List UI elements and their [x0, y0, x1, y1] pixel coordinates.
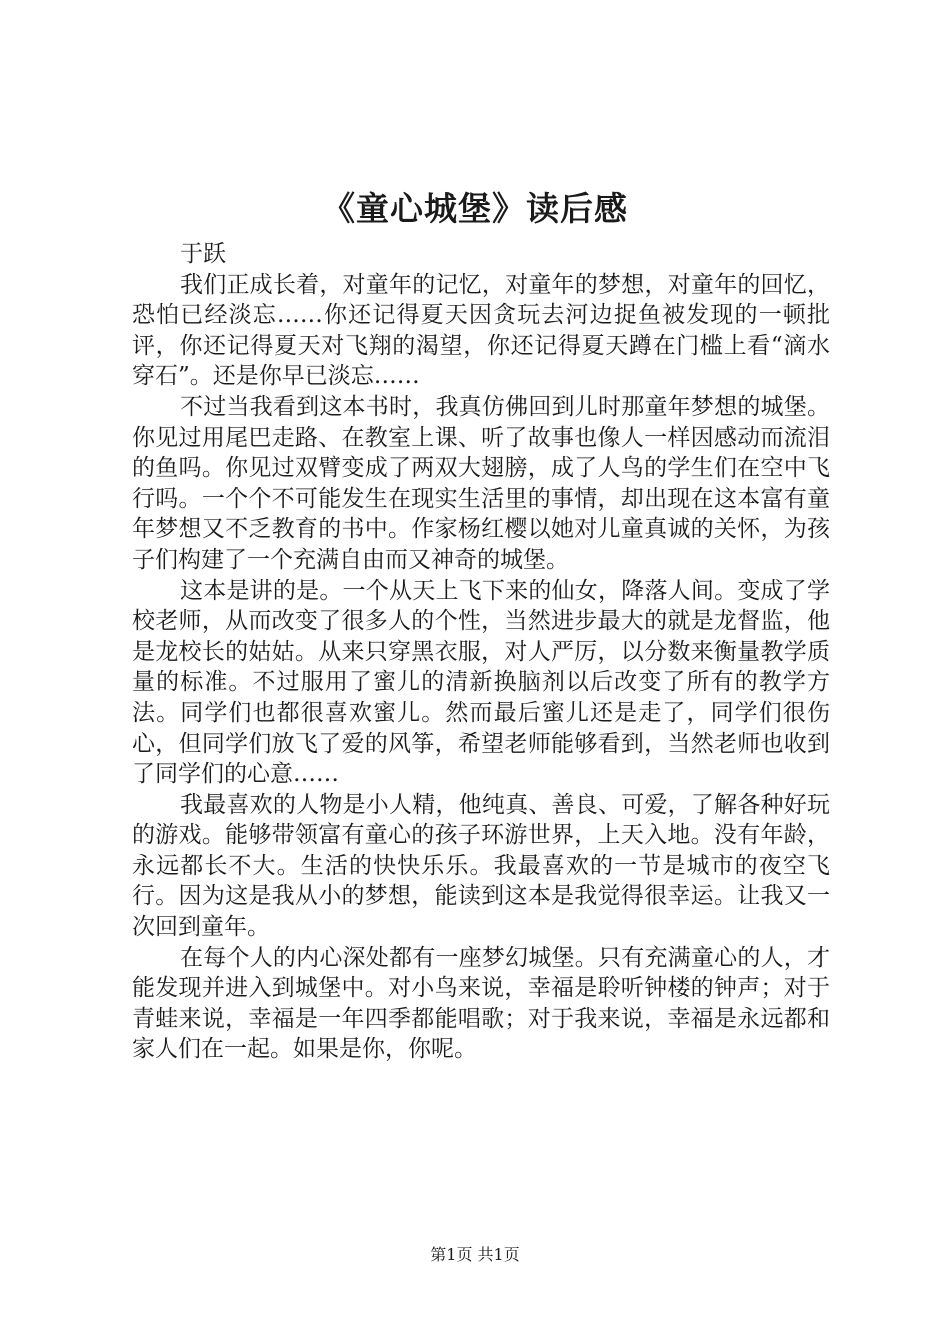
paragraph-2: 不过当我看到这本书时，我真仿佛回到儿时那童年梦想的城堡。你见过用尾巴走路、在教室上课、听了故事也像人一样因感动而流泪的鱼吗。你见过双臂变成了两双大翅膀，成了人鸟的学生们在空中飞行吗。一个个不可能发生在现实生活里的事情，却出现在这本富有童年梦想又不乏教育的书中。作家杨红樱以她对儿童真诚的关怀，为孩子们构建了一个充满自由而又神奇的城堡。: [132, 393, 830, 573]
paragraph-4: 我最喜欢的人物是小人精，他纯真、善良、可爱，了解各种好玩的游戏。能够带领富有童心的孩子环游世界，上天入地。没有年龄，永远都长不大。生活的快快乐乐。我最喜欢的一节是城市的夜空飞行。因为这是我从小的梦想，能读到这本是我觉得很幸运。让我又一次回到童年。: [132, 791, 830, 941]
paragraph-5: 在每个人的内心深处都有一座梦幻城堡。只有充满童心的人，才能发现并进入到城堡中。对小鸟来说，幸福是聆听钟楼的钟声；对于青蛙来说，幸福是一年四季都能唱歌；对于我来说，幸福是永远都和家人们在一起。如果是你，你呢。: [132, 944, 830, 1063]
document-title: 《童心城堡》读后感: [322, 189, 628, 228]
document-body: [132, 239, 830, 1065]
paragraph-1: 我们正成长着，对童年的记忆，对童年的梦想，对童年的回忆，恐怕已经淡忘……你还记得夏天因贪玩去河边捉鱼被发现的一顿批评，你还记得夏天对飞翔的渴望，你还记得夏天蹲在门槛上看“滴水穿石”。还是你早已淡忘……: [132, 271, 830, 390]
author-name: 于跃: [180, 241, 226, 267]
page-number-footer: 第1页 共1页: [430, 1245, 520, 1264]
paragraph-3: 这本是讲的是。一个从天上飞下来的仙女，降落人间。变成了学校老师，从而改变了很多人的个性，当然进步最大的就是龙督监，他是龙校长的姑姑。从来只穿黑衣服，对人严厉，以分数来衡量教学质量的标准。不过服用了蜜儿的清新换脑剂以后改变了所有的教学方法。同学们也都很喜欢蜜儿。然而最后蜜儿还是走了，同学们很伤心，但同学们放飞了爱的风筝，希望老师能够看到，当然老师也收到了同学们的心意……: [132, 577, 830, 788]
